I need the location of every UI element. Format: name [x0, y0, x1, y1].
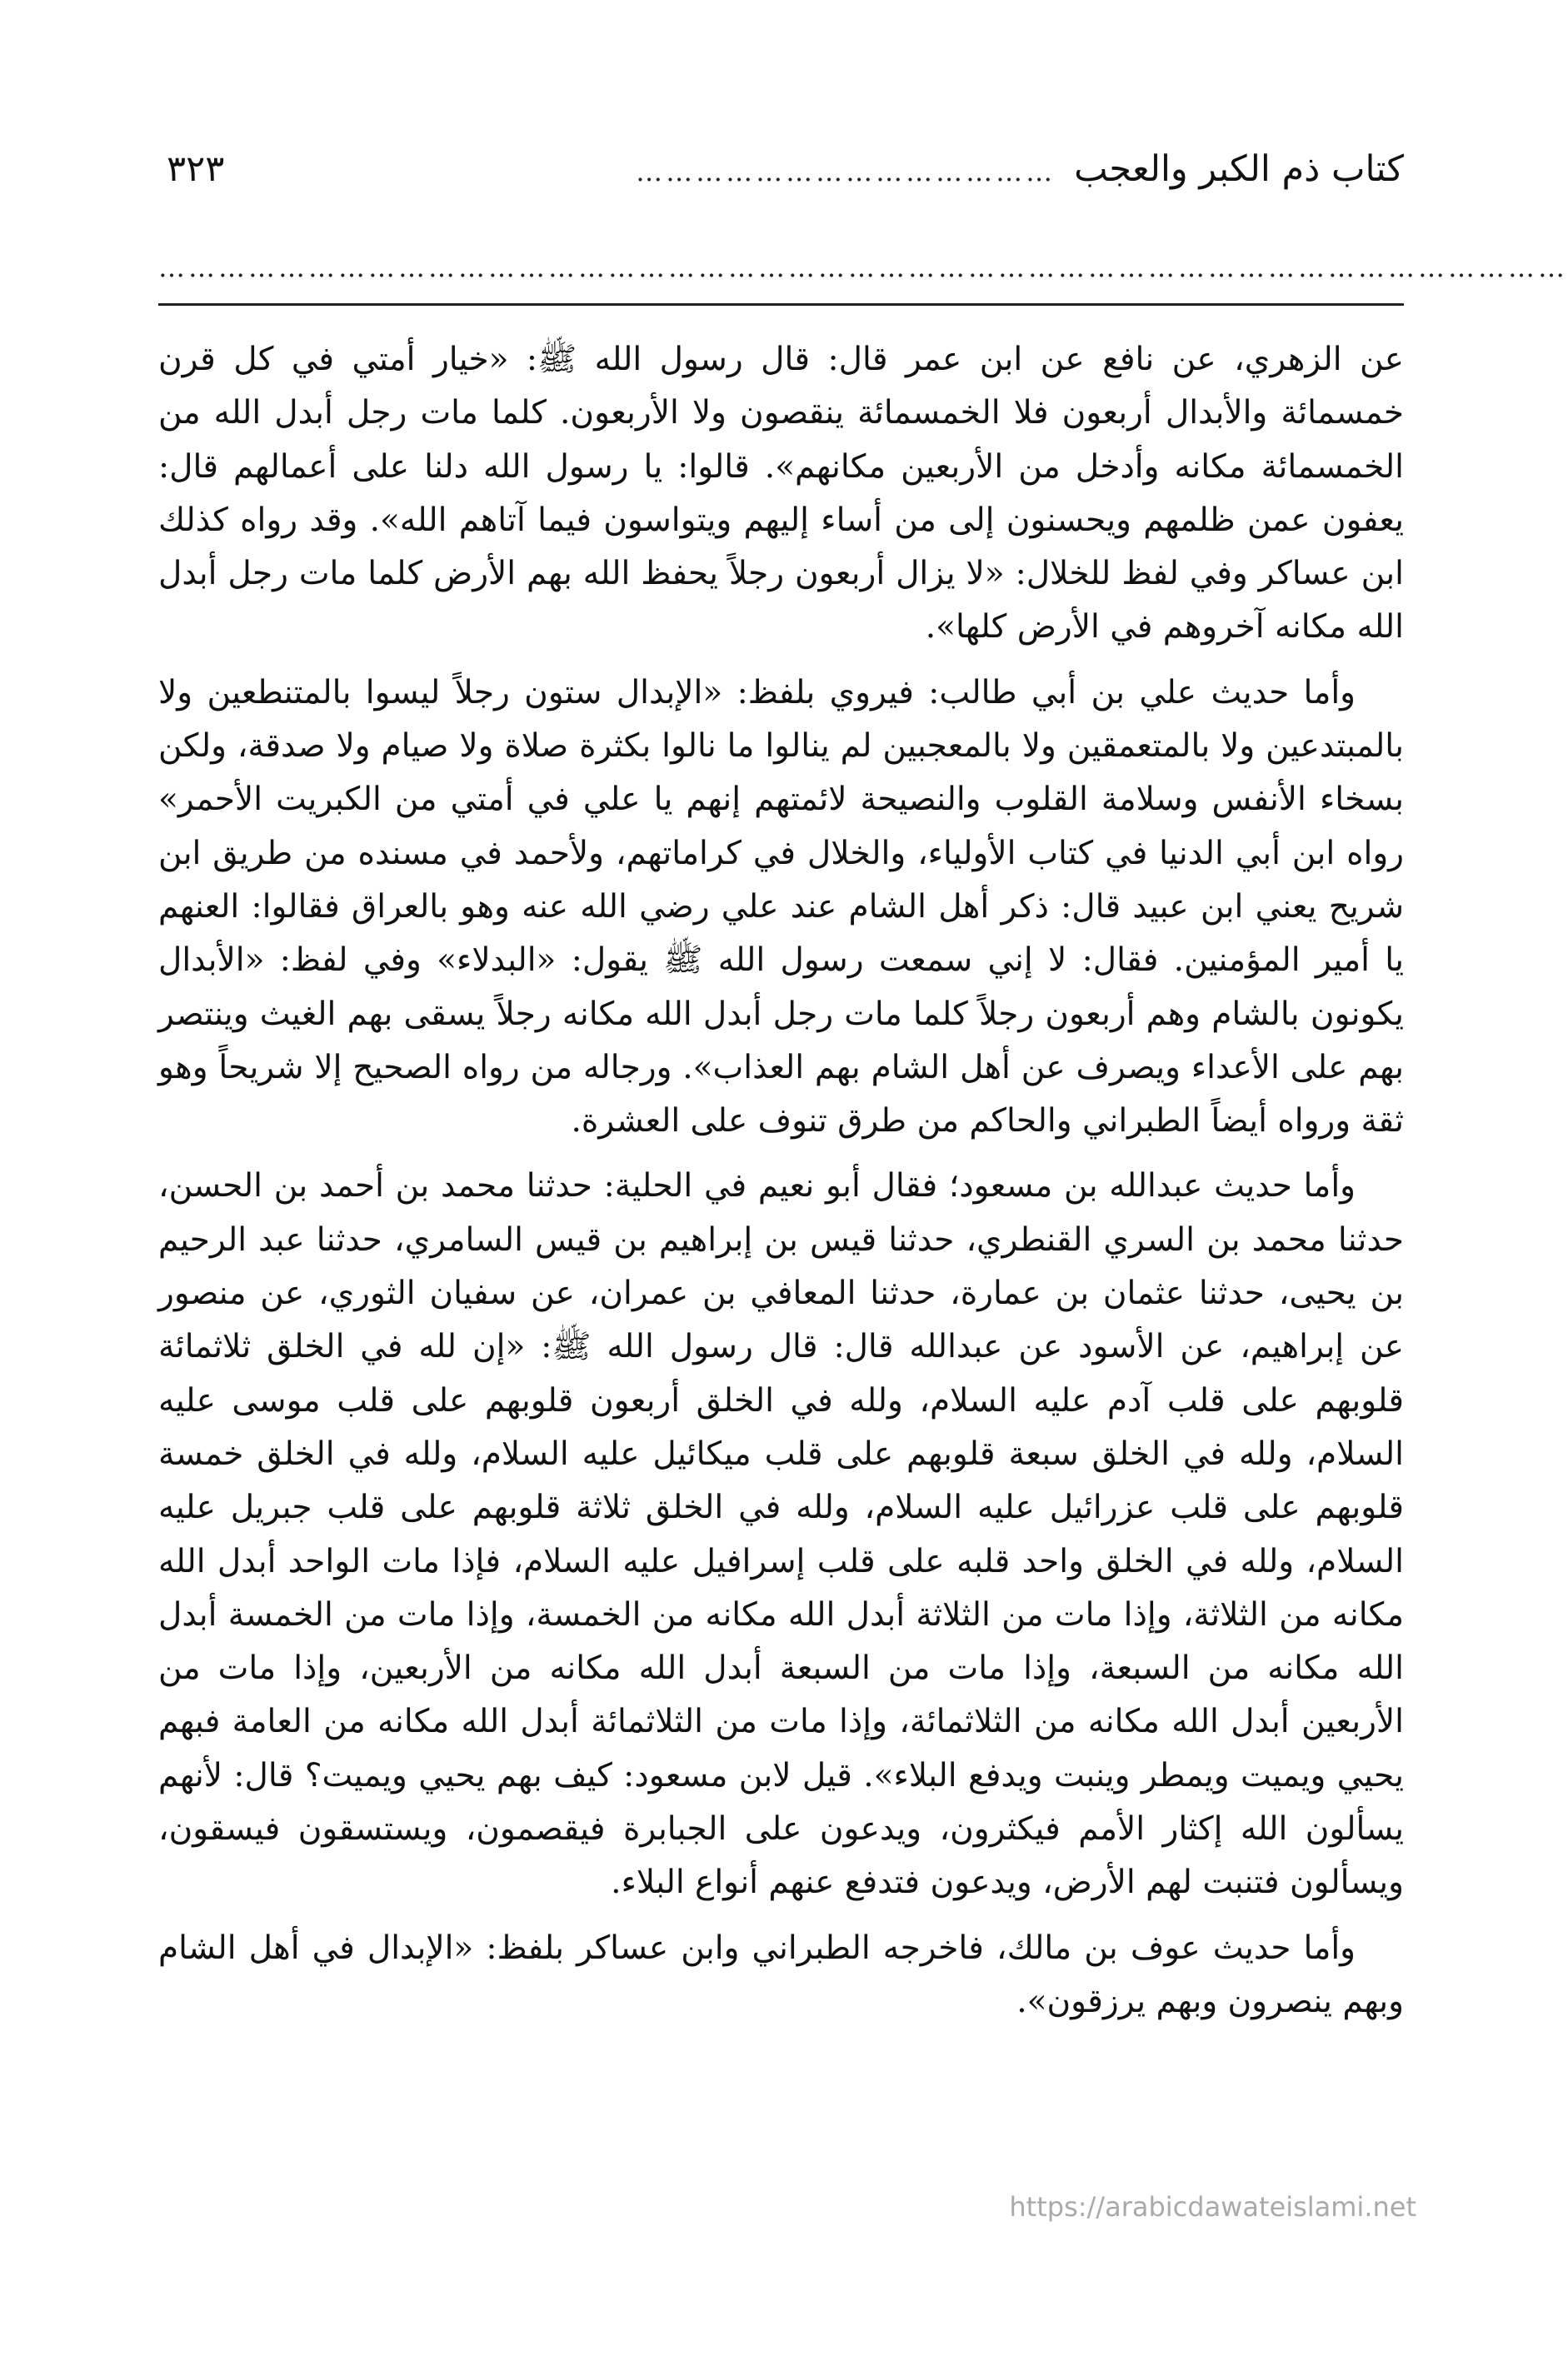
paragraph-ali: وأما حديث علي بن أبي طالب: فيروي بلفظ: «الإبدال ستون رجلاً ليسوا بالمتنطعين ولا بالمبتدعين ولا بالمتعمقين ولا بالمعجبين لم ينالوا ما نالوا بكثرة صلاة ولا صيام ولا صدقة، ولكن بسخاء الأنفس وسلامة القلوب والنصيحة لائمتهم إنهم يا علي في أمتي من الكبريت الأحمر» رواه ابن أبي الدنيا في كتاب الأولياء، والخلال في كراماتهم، ولأحمد في مسنده من طريق ابن شريح يعني ابن عبيد قال: ذكر أهل الشام عند علي رضي الله عنه وهو بالعراق فقالوا: العنهم يا أمير المؤمنين. فقال: لا إني سمعت رسول الله ﷺ يقول: «البدلاء» وفي لفظ: «الأبدال يكونون بالشام وهم أربعون رجلاً كلما مات رجل أبدل الله مكانه رجلاً يسقى بهم الغيث وينتصر بهم على الأعداء ويصرف عن أهل الشام بهم العذاب». ورجاله من رواه الصحيح إلا شريحاً وهو ثقة ورواه أيضاً الطبراني والحاكم من طرق تنوف على العشرة. — [158, 673, 1404, 1141]
running-header — [167, 148, 1404, 207]
source-watermark: https://arabicdawateislami.net — [1009, 2191, 1416, 2223]
header-dots: …………………………………… — [636, 156, 1056, 187]
chapter-title: كتاب ذم الكبر والعجب — [1074, 148, 1404, 190]
paragraph-ibn-umar: عن الزهري، عن نافع عن ابن عمر قال: قال رسول الله ﷺ: «خيار أمتي في كل قرن خمسمائة والأبدال أربعون فلا الخمسمائة ينقصون ولا الأربعون. كلما مات رجل أبدل الله من الخمسمائة مكانه وأدخل من الأربعين مكانهم». قالوا: يا رسول الله دلنا على أعمالهم قال: يعفون عمن ظلمهم ويحسنون إلى من أساء إليهم ويتواسون فيما آتاهم الله». وقد رواه كذلك ابن عساكر وفي لفظ للخلال: «لا يزال أربعون رجلاً يحفظ الله بهم الأرض كلما مات رجل أبدل الله مكانه آخروهم في الأرض كلها». — [158, 341, 1404, 646]
paragraph-ibn-masud: وأما حديث عبدالله بن مسعود؛ فقال أبو نعيم في الحلية: حدثنا محمد بن أحمد بن الحسن، حدثنا محمد بن السري القنطري، حدثنا قيس بن إبراهيم بن قيس السامري، حدثنا عبد الرحيم بن يحيى، حدثنا عثمان بن عمارة، حدثنا المعافي بن عمران، عن سفيان الثوري، عن منصور عن إبراهيم، عن الأسود عن عبدالله قال: قال رسول الله ﷺ: «إن لله في الخلق ثلاثمائة قلوبهم على قلب آدم عليه السلام، ولله في الخلق أربعون قلوبهم على قلب موسى عليه السلام، ولله في الخلق سبعة قلوبهم على قلب ميكائيل عليه السلام، ولله في الخلق خمسة قلوبهم على قلب عزرائيل عليه السلام، ولله في الخلق ثلاثة قلوبهم على قلب جبريل عليه السلام، ولله في الخلق واحد قلبه على قلب إسرافيل عليه السلام، فإذا مات الواحد أبدل الله مكانه من الثلاثة، وإذا مات من الثلاثة أبدل الله مكانه من الخمسة، وإذا مات من الخمسة أبدل الله مكانه من السبعة، وإذا مات من السبعة أبدل الله مكانه من الأربعين، وإذا مات من الأربعين أبدل الله مكانه من الثلاثمائة، وإذا مات من الثلاثمائة أبدل الله مكانه من العامة فبهم يحيي ويميت ويمطر وينبت ويدفع البلاء». قيل لابن مسعود: كيف بهم يحيي ويميت؟ قال: لأنهم يسألون الله إكثار الأمم فيكثرون، ويدعون على الجبابرة فيقصمون، ويستسقون فيسقون، ويسألون فتنبت لهم الأرض، ويدعون فتدفع عنهم أنواع البلاء. — [158, 1167, 1404, 1902]
paragraph-awf: وأما حديث عوف بن مالك، فاخرجه الطبراني وابن عساكر بلفظ: «الإبدال في أهل الشام وبهم ينصرون وبهم يرزقون». — [158, 1929, 1404, 2020]
body-text — [158, 333, 1404, 2029]
dotted-separator: …………………………………………………………………………………………………………………………… — [158, 252, 1568, 283]
header-rule — [158, 303, 1404, 306]
page-number: ٣٢٣ — [167, 148, 225, 190]
